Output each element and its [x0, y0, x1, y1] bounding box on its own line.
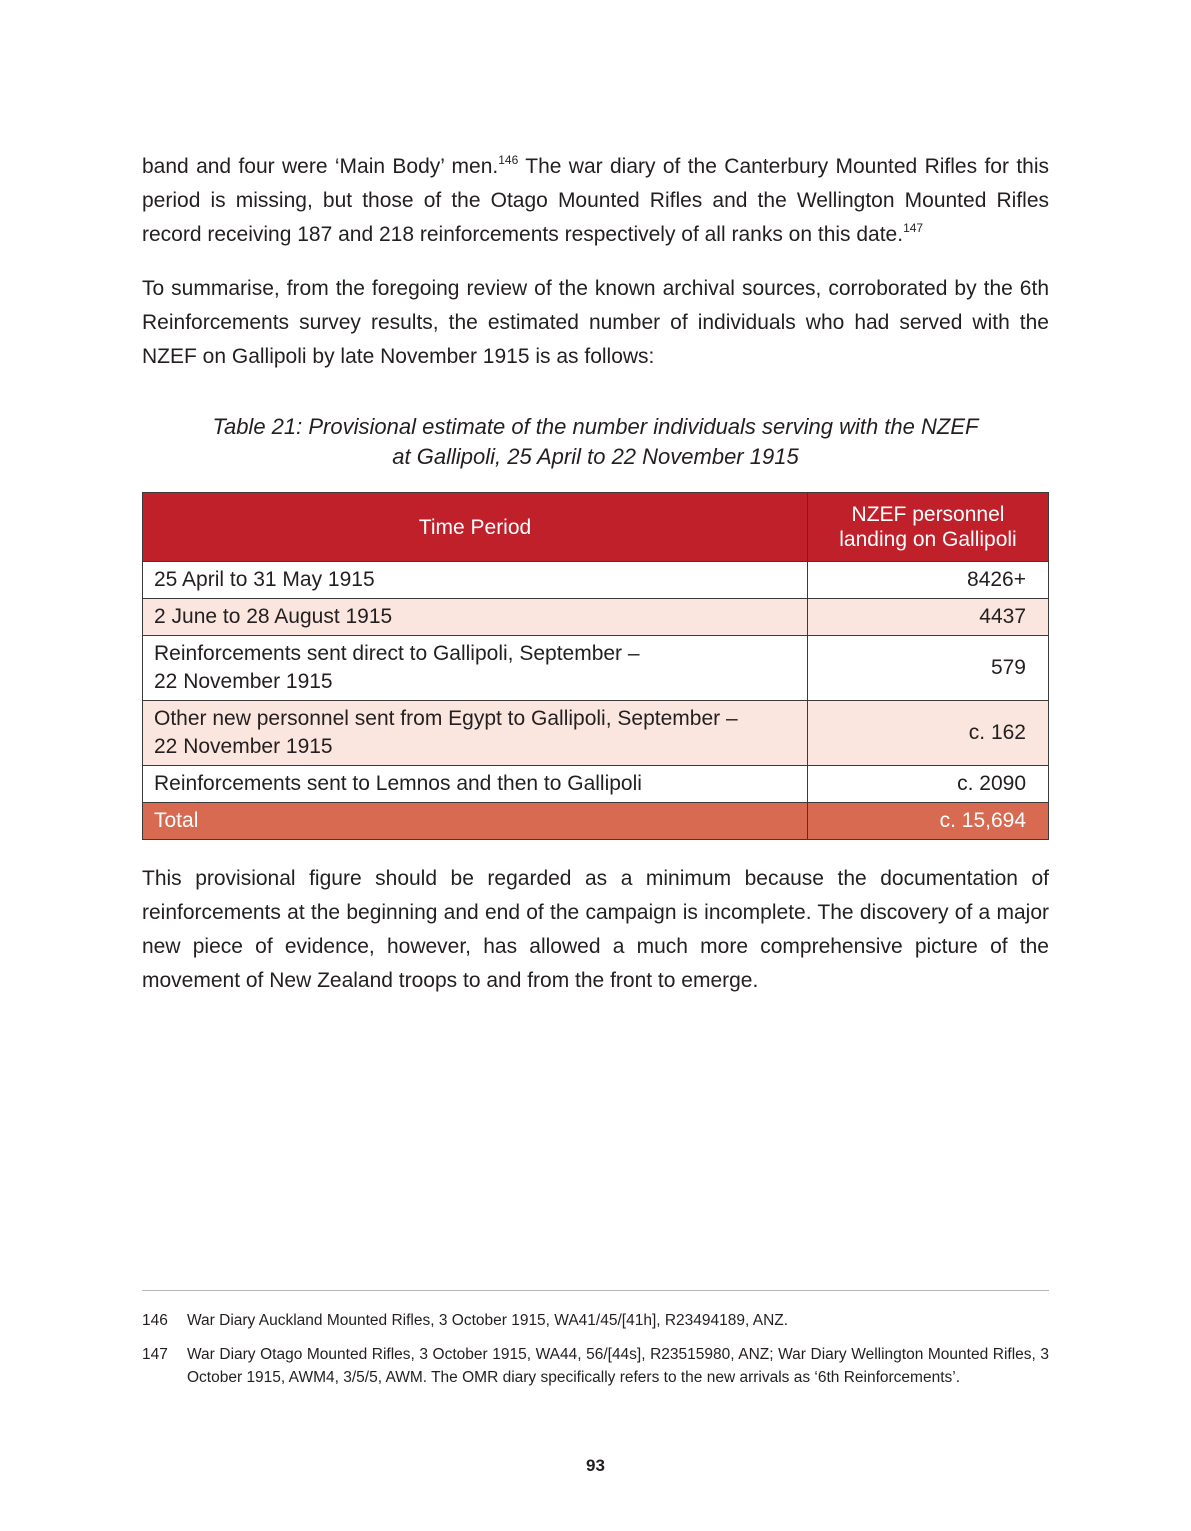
estimate-table — [142, 492, 1049, 840]
value-cell: c. 2090 — [808, 766, 1049, 803]
period-line: Other new personnel sent from Egypt to Gallipoli, September – — [154, 707, 738, 730]
paragraph-text: The war diary of the Canterbury Mounted Rifles for this period is missing, but those of the Otago Mounted Rifles and the Wellington Mounted Rifles record receiving 187 and 218 reinforcements respectively of all ranks on this date. — [142, 155, 1050, 246]
value-cell: 579 — [808, 636, 1049, 701]
period-cell — [143, 636, 808, 701]
footnote-text: War Diary Otago Mounted Rifles, 3 October 1915, WA44, 56/[44s], R23515980, ANZ; War Diary Wellington Mounted Rifles, 3 October 1915, AWM4, 3/5/5, AWM. The OMR diary specifically refers to the new arrivals as ‘6th Reinforcements’. — [187, 1346, 1049, 1386]
footnote-146 — [142, 1309, 1049, 1332]
footnote-ref-147[interactable]: 147 — [903, 221, 924, 235]
table-row — [143, 599, 1049, 636]
table-row — [143, 766, 1049, 803]
total-value: c. 15,694 — [808, 803, 1049, 840]
footnote-ref-146[interactable]: 146 — [498, 153, 519, 167]
table-total-row — [143, 803, 1049, 840]
period-line: 22 November 1915 — [154, 670, 333, 693]
table-caption — [142, 412, 1049, 472]
value-cell: c. 162 — [808, 701, 1049, 766]
total-label: Total — [143, 803, 808, 840]
body-paragraph-1 — [142, 150, 1049, 252]
body-paragraph-3: This provisional figure should be regarded as a minimum because the documentation of reinforcements at the beginning and end of the campaign is incomplete. The discovery of a major new piece of evidence, however, has allowed a much more comprehensive picture of the movement of New Zealand troops to and from the front to emerge. — [142, 867, 1049, 992]
footnote-number: 147 — [142, 1346, 168, 1363]
value-cell: 4437 — [808, 599, 1049, 636]
header-nzef-personnel — [808, 493, 1049, 562]
footnotes — [142, 1290, 1049, 1389]
period-cell — [143, 766, 808, 803]
footnote-number: 146 — [142, 1312, 168, 1329]
period-cell — [143, 701, 808, 766]
period-line: 25 April to 31 May 1915 — [154, 568, 375, 591]
table-row — [143, 636, 1049, 701]
period-line: Reinforcements sent direct to Gallipoli, September – — [154, 642, 640, 665]
table-header-row — [143, 493, 1049, 562]
table-caption-line-2: at Gallipoli, 25 April to 22 November 1915 — [392, 444, 799, 469]
period-line: Reinforcements sent to Lemnos and then to Gallipoli — [154, 772, 642, 795]
table-row — [143, 562, 1049, 599]
period-line: 2 June to 28 August 1915 — [154, 605, 393, 628]
footnote-147 — [142, 1343, 1049, 1389]
header-line: NZEF personnel — [851, 503, 1005, 526]
table-row — [143, 701, 1049, 766]
period-cell — [143, 599, 808, 636]
footnote-text: War Diary Auckland Mounted Rifles, 3 October 1915, WA41/45/[41h], R23494189, ANZ. — [187, 1312, 789, 1329]
body-paragraph-2: To summarise, from the foregoing review of the known archival sources, corroborated by the 6th Reinforcements survey results, the estimated number of individuals who had served with the NZEF on Gallipoli by late November 1915 is as follows: — [142, 277, 1049, 368]
page-number: 93 — [586, 1456, 605, 1475]
page-content — [142, 150, 1049, 998]
period-cell — [143, 562, 808, 599]
period-line: 22 November 1915 — [154, 735, 333, 758]
header-line: landing on Gallipoli — [839, 528, 1017, 551]
header-time-period: Time Period — [143, 493, 808, 562]
table-caption-line-1: Table 21: Provisional estimate of the number individuals serving with the NZEF — [212, 414, 979, 439]
value-cell: 8426+ — [808, 562, 1049, 599]
paragraph-text: band and four were ‘Main Body’ men. — [142, 155, 499, 178]
